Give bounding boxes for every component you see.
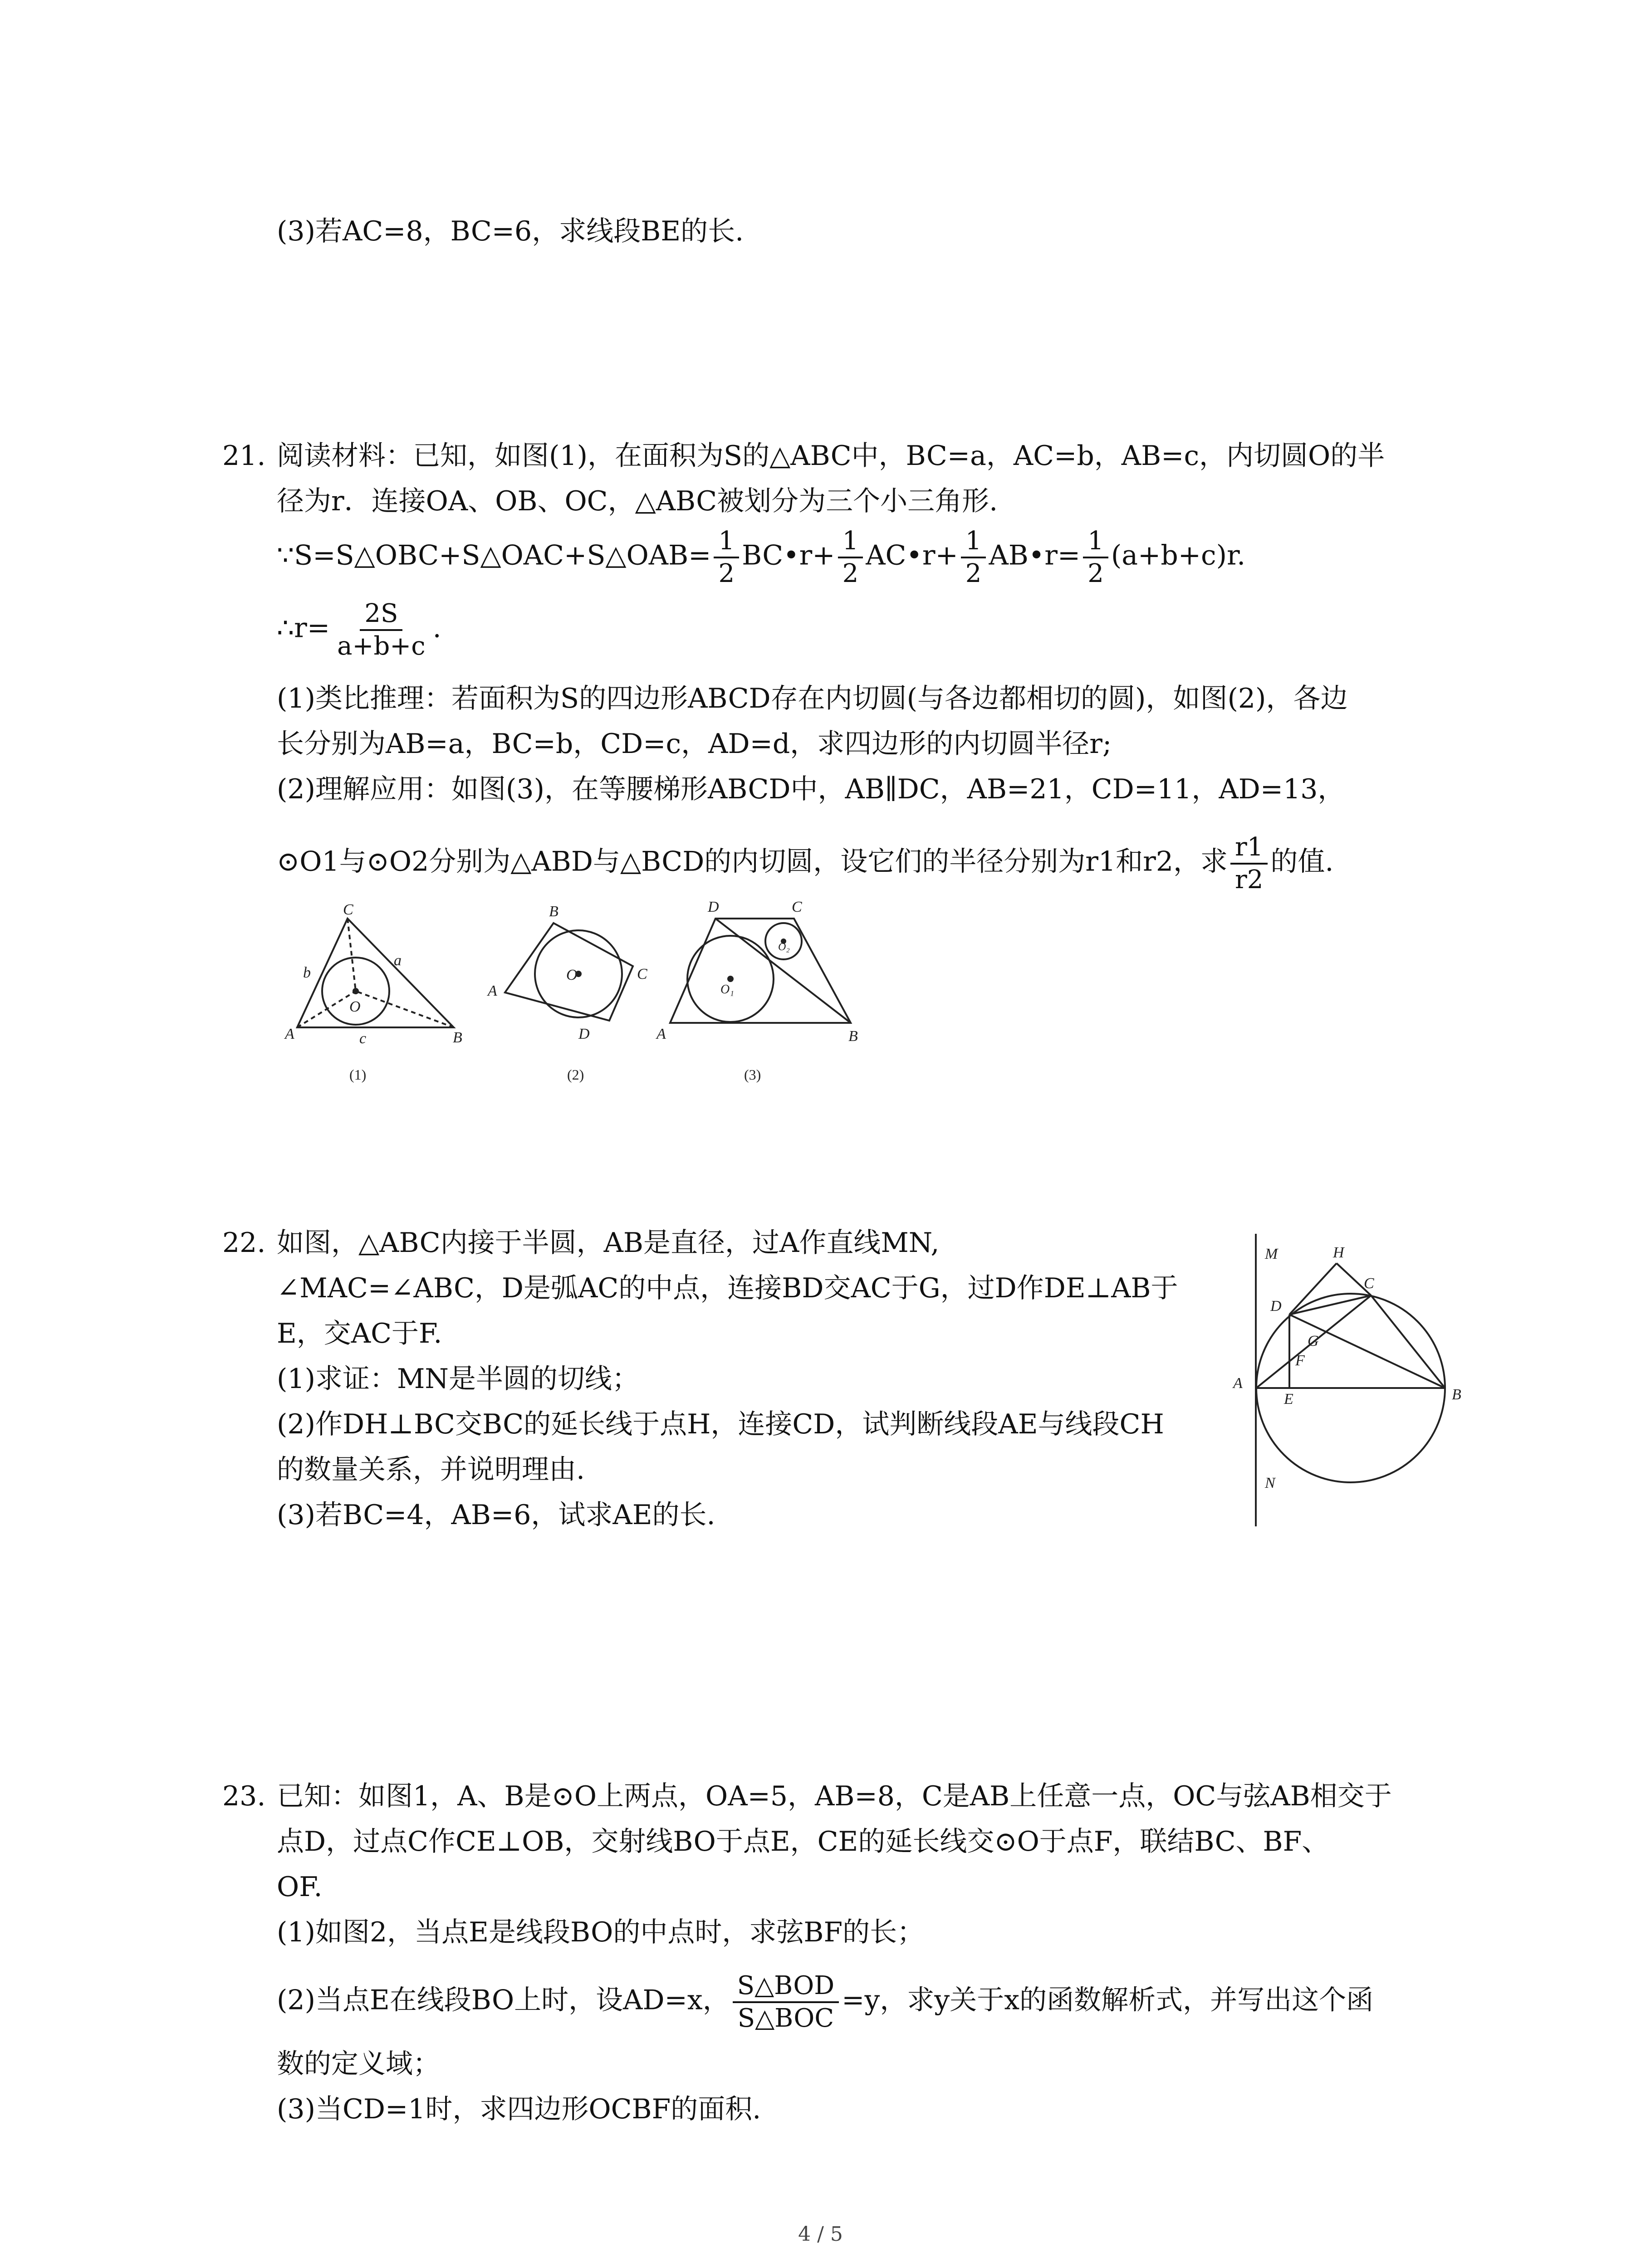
svg-text:C: C <box>792 899 802 915</box>
frac-den: 2 <box>1087 559 1104 588</box>
q23-line1: 已知：如图1，A、B是⊙O上两点，OA=5，AB=8，C是AB上任意一点，OC与弦AB相交于 <box>277 1780 1392 1812</box>
q21-part2-line2 <box>277 832 1334 894</box>
frac-num: 2S <box>360 601 402 631</box>
frac-num: S△BOD <box>733 1973 839 2003</box>
svg-text:N: N <box>1265 1475 1275 1491</box>
q22-part3: (3)若BC=4，AB=6，试求AE的长. <box>277 1499 715 1531</box>
q21-number: 21. <box>222 440 266 472</box>
q22-part1: (1)求证：MN是半圆的切线； <box>277 1363 639 1395</box>
figure-2-quadrilateral-incircle <box>487 903 647 1042</box>
q22-part2-line2: 的数量关系，并说明理由. <box>277 1454 585 1486</box>
q22-line3: E，交AC于F. <box>277 1318 442 1349</box>
svg-text:D: D <box>1270 1298 1282 1315</box>
area-ratio-frac <box>733 1973 839 2031</box>
svg-text:M: M <box>1265 1246 1278 1262</box>
svg-text:O: O <box>566 967 578 983</box>
q22-part2-line1: (2)作DH⊥BC交BC的延长线于点H，连接CD，试判断线段AE与线段CH <box>277 1408 1164 1440</box>
frac-num: 1 <box>714 528 739 558</box>
q22-figure <box>1225 1225 1479 1533</box>
q21-equation <box>277 528 1245 587</box>
figure-3-trapezoid-incircles <box>656 899 858 1045</box>
eq-term3: AB•r= <box>989 539 1081 572</box>
frac-den: 2 <box>718 559 735 588</box>
l5-tail: =y，求y关于x的函数解析式，并写出这个函 <box>842 1984 1374 2016</box>
eq-term4: (a+b+c)r. <box>1111 539 1246 572</box>
svg-text:A: A <box>488 982 497 999</box>
frac-num: r1 <box>1230 835 1268 865</box>
eq-frac2 <box>838 528 863 587</box>
eq-term1: BC•r+ <box>742 539 835 572</box>
svg-text:F: F <box>1295 1352 1305 1369</box>
q22-line1: 如图，△ABC内接于半圆，AB是直径，过A作直线MN, <box>277 1227 940 1259</box>
r-tail: . <box>432 612 441 644</box>
svg-text:A: A <box>285 1026 294 1042</box>
svg-text:c: c <box>359 1030 367 1047</box>
svg-text:C: C <box>1364 1275 1374 1292</box>
r-frac <box>333 601 430 659</box>
svg-text:A: A <box>1233 1375 1243 1392</box>
q21-radius-formula <box>277 601 441 659</box>
l5-lead: (2)当点E在线段BO上时，设AD=x， <box>277 1984 730 2016</box>
q23-line3: OF. <box>277 1871 323 1903</box>
q22-number: 22. <box>222 1227 266 1259</box>
q21-figures <box>281 898 926 1093</box>
svg-text:E: E <box>1284 1391 1293 1408</box>
svg-text:D: D <box>578 1026 590 1042</box>
svg-text:B: B <box>1452 1386 1461 1403</box>
eq-frac4 <box>1083 528 1108 587</box>
figure-1-label: (1) <box>349 1066 367 1083</box>
frac-den: 2 <box>842 559 859 588</box>
page-number: 4 / 5 <box>798 2223 843 2246</box>
figure-3-label: (3) <box>744 1066 761 1083</box>
q20-part3: (3)若AC=8，BC=6，求线段BE的长. <box>277 215 744 247</box>
q21-part1-line2: 长分别为AB=a，BC=b，CD=c，AD=d，求四边形的内切圆半径r; <box>277 728 1112 760</box>
eq-lead: ∵S=S△OBC+S△OAC+S△OAB= <box>277 539 711 572</box>
svg-text:G: G <box>1308 1333 1319 1349</box>
q23-line2: 点D，过点C作CE⊥OB，交射线BO于点E，CE的延长线交⊙O于点F，联结BC、BF、 <box>277 1826 1329 1857</box>
r-ratio-frac <box>1230 832 1268 894</box>
svg-text:C: C <box>637 966 647 982</box>
q23-part2-line2: 数的定义域； <box>277 2048 440 2080</box>
frac-den: a+b+c <box>337 631 426 661</box>
p2b-text: ⊙O1与⊙O2分别为△ABD与△BCD的内切圆，设它们的半径分别为r1和r2，求 <box>277 846 1228 878</box>
figure-2-label: (2) <box>567 1066 584 1083</box>
svg-text:B: B <box>453 1029 462 1046</box>
p2-tail: 的值. <box>1270 846 1334 878</box>
svg-text:a: a <box>394 952 402 969</box>
r-lead: ∴r= <box>277 612 330 644</box>
eq-term2: AC•r+ <box>866 539 958 572</box>
q21-part2-line1: (2)理解应用：如图(3)，在等腰梯形ABCD中，AB∥DC，AB=21，CD=11，AD=13， <box>277 773 1345 805</box>
q21-part1-line1: (1)类比推理：若面积为S的四边形ABCD存在内切圆(与各边都相切的圆)，如图(2)，各边 <box>277 683 1348 714</box>
eq-frac1 <box>714 528 739 587</box>
q21-line2: 径为r．连接OA、OB、OC，△ABC被划分为三个小三角形. <box>277 485 998 517</box>
frac-num: 1 <box>838 528 863 558</box>
svg-text:O₂: O₂ <box>778 941 790 953</box>
q23-part2-line1 <box>277 1973 1373 2031</box>
frac-num: 1 <box>1083 528 1108 558</box>
svg-text:O₁: O₁ <box>720 982 734 997</box>
frac-den: 2 <box>965 559 982 588</box>
figure-1-triangle-incircle <box>284 901 462 1047</box>
svg-text:A: A <box>656 1026 666 1042</box>
svg-text:O: O <box>349 998 361 1015</box>
q23-number: 23. <box>222 1780 266 1812</box>
q23-part1: (1)如图2，当点E是线段BO的中点时，求弦BF的长； <box>277 1916 925 1948</box>
q21-line1: 阅读材料：已知，如图(1)，在面积为S的△ABC中，BC=a，AC=b，AB=c，内切圆O的半 <box>277 440 1385 472</box>
frac-den: S△BOC <box>737 2004 834 2033</box>
frac-den: r2 <box>1235 865 1264 894</box>
svg-text:C: C <box>343 901 353 918</box>
frac-num: 1 <box>961 528 986 558</box>
q23-part3: (3)当CD=1时，求四边形OCBF的面积. <box>277 2093 761 2125</box>
svg-text:H: H <box>1333 1244 1344 1261</box>
svg-text:D: D <box>708 899 719 915</box>
svg-text:B: B <box>848 1028 858 1045</box>
svg-text:B: B <box>549 903 558 920</box>
q22-line2: ∠MAC=∠ABC，D是弧AC的中点，连接BD交AC于G，过D作DE⊥AB于 <box>277 1272 1178 1304</box>
eq-frac3 <box>961 528 986 587</box>
svg-text:b: b <box>303 964 311 981</box>
